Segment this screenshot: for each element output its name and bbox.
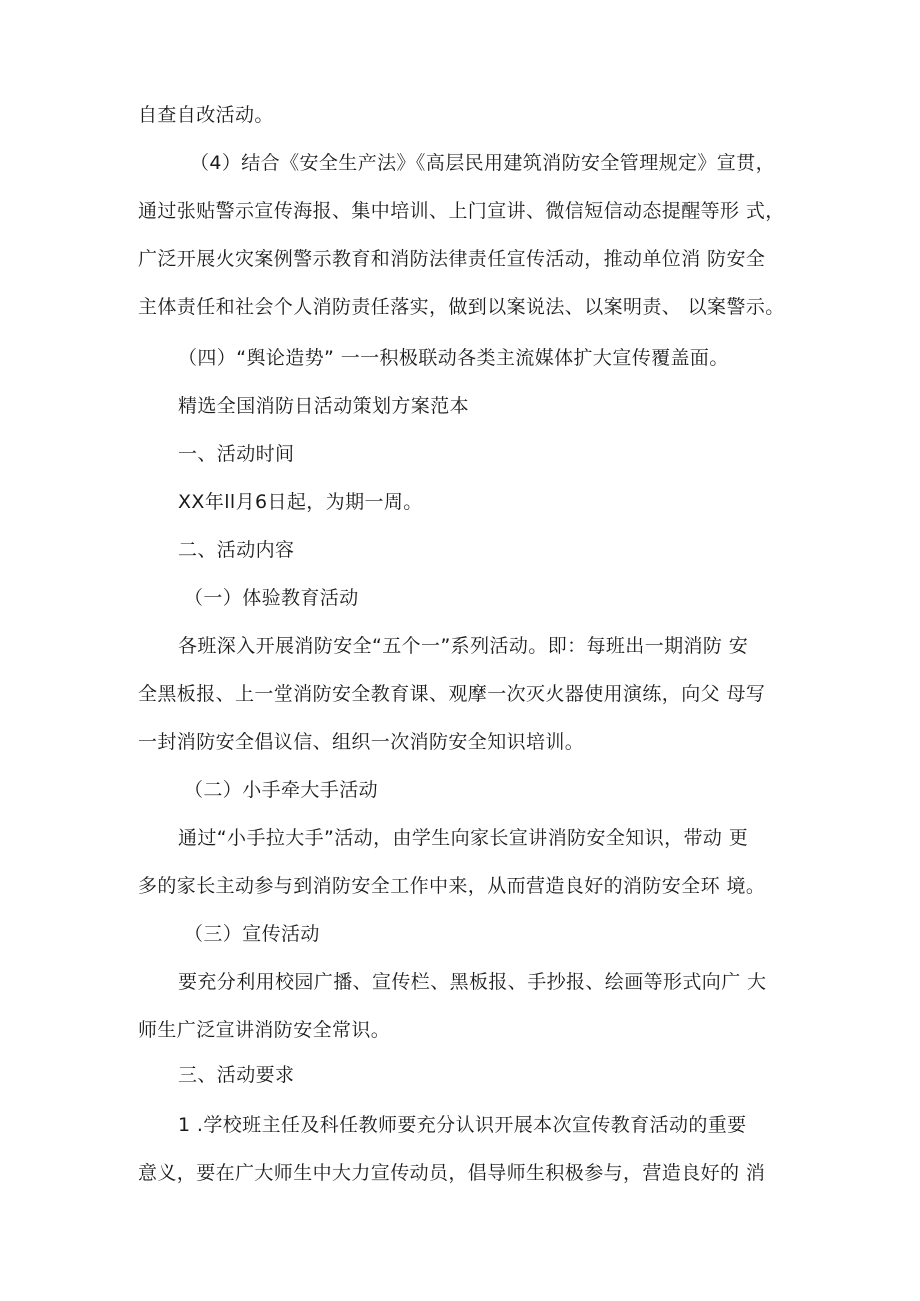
subsection-heading: （二）小手牵大手活动 (184, 779, 379, 801)
text-line: （4）结合《安全生产法》《高层民用建筑消防安全管理规定》宣贯， (190, 152, 775, 174)
text-line: 主体责任和社会个人消防责任落实，做到以案说法、以案明责、 以案警示。 (138, 296, 785, 318)
text-line: 通过“小手拉大手”活动，由学生向家长宣讲消防安全知识，带动 更 (178, 827, 749, 849)
text-line: 意义，要在广大师生中大力宣传动员，倡导师生积极参与，营造良好的 消 (138, 1162, 766, 1184)
section-heading: 一、活动时间 (178, 443, 295, 465)
section-heading: 三、活动要求 (178, 1064, 295, 1086)
text-line: 一封消防安全倡议信、组织一次消防安全知识培训。 (138, 731, 585, 753)
document-title: 精选全国消防日活动策划方案范本 (178, 395, 470, 417)
text-line: 多的家长主动参与到消防安全工作中来，从而营造良好的消防安全环 境。 (138, 875, 766, 897)
section-heading: （四）“舆论造势” 一一积极联动各类主流媒体扩大宣传覆盖面。 (178, 347, 729, 369)
text-line: 各班深入开展消防安全“五个一”系列活动。即：每班出一期消防 安 (178, 635, 749, 657)
section-heading: 二、活动内容 (178, 539, 295, 561)
text-line: 广泛开展火灾案例警示教育和消防法律责任宣传活动，推动单位消 防安全 (138, 248, 766, 270)
text-line: 自查自改活动。 (138, 104, 274, 126)
text-line: 师生广泛宣讲消防安全常识。 (138, 1019, 391, 1041)
subsection-heading: （一）体验教育活动 (184, 587, 359, 609)
text-line: 全黑板报、上一堂消防安全教育课、观摩一次灭火器使用演练，向父 母写 (138, 683, 766, 705)
text-line: 1 .学校班主任及科任教师要充分认识开展本次宣传教育活动的重要 (178, 1114, 747, 1136)
text-line: XX年ll月6日起，为期一周。 (178, 491, 423, 513)
text-line: 要充分利用校园广播、宣传栏、黑板报、手抄报、绘画等形式向广 大 (178, 971, 767, 993)
subsection-heading: （三）宣传活动 (184, 923, 320, 945)
text-line: 通过张贴警示宣传海报、集中培训、上门宣讲、微信短信动态提醒等形 式， (138, 200, 785, 222)
